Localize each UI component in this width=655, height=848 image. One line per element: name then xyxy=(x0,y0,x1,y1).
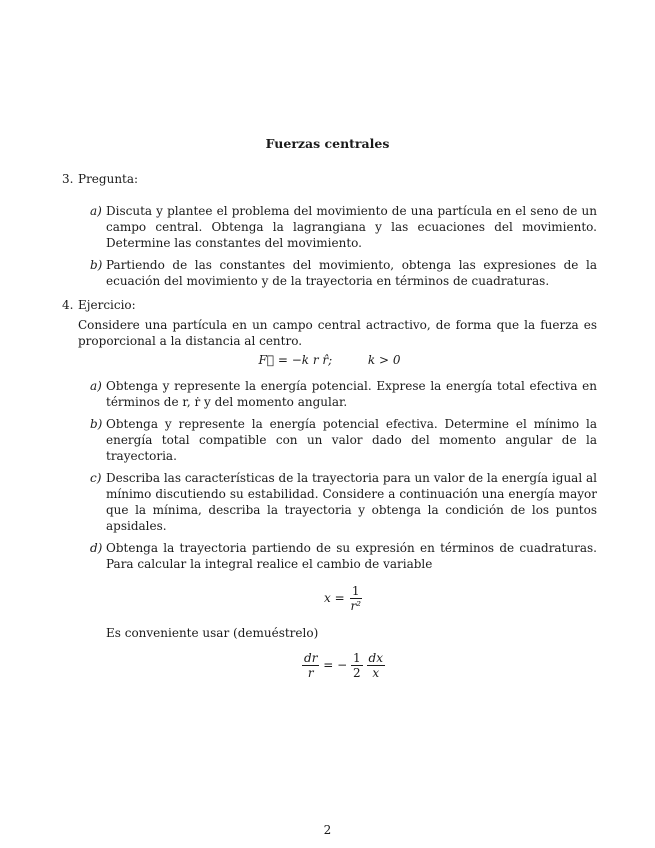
exercise-intro: Considere una partícula en un campo central actractivo, de forma que la fuerza es proporcional a la distancia al centro. xyxy=(78,318,597,348)
page-title: Fuerzas centrales xyxy=(265,136,390,151)
question-number: 3. xyxy=(62,172,74,186)
list-item xyxy=(90,540,597,572)
fraction xyxy=(367,651,385,680)
fraction-numerator: 1 xyxy=(351,584,360,598)
fraction-denominator: 2 xyxy=(353,666,361,680)
item-label: a) xyxy=(90,204,102,218)
question-number: 4. xyxy=(62,298,74,312)
item-text: Describa las características de la trayectoria para un valor de la energía igual al mínimo discutiendo su estabilidad. Considere a continuación una energía mayor que la mínima, describa la trayectoria y obtenga la condición de los puntos apsidales. xyxy=(106,471,597,533)
force-formula xyxy=(62,352,597,368)
item-label: b) xyxy=(90,258,103,272)
page-number: 2 xyxy=(323,823,332,837)
fraction-denominator: x xyxy=(372,666,380,680)
equals-sign: = − xyxy=(323,658,348,672)
fraction-numerator: dr xyxy=(304,651,318,665)
fraction-denominator: r² xyxy=(350,599,361,613)
fraction-denominator: r xyxy=(307,666,314,680)
question-3-items xyxy=(90,203,597,289)
fraction-numerator: dx xyxy=(368,651,383,665)
fraction xyxy=(302,651,319,680)
list-item xyxy=(90,257,597,289)
force-condition: k > 0 xyxy=(367,353,401,367)
item-label: a) xyxy=(90,379,102,393)
fraction-numerator: 1 xyxy=(353,651,361,665)
item-text: Discuta y plantee el problema del movimiento de una partícula en el seno de un campo central. Obtenga la lagrangiana y las ecuaciones del movimiento. Determine las constantes del movimiento. xyxy=(106,204,597,250)
item-label: b) xyxy=(90,417,103,431)
item-label: c) xyxy=(90,471,102,485)
question-3 xyxy=(62,171,597,295)
question-4 xyxy=(62,297,597,692)
list-item xyxy=(90,203,597,251)
item-text: Obtenga y represente la energía potencial. Exprese la energía total efectiva en términos de r, ṙ y del momento angular. xyxy=(106,379,597,409)
question-heading: Pregunta: xyxy=(78,172,139,186)
item-text: Obtenga y represente la energía potencial efectiva. Determine el mínimo la energía total compatible con un valor dado del momento angular de la trayectoria. xyxy=(106,417,597,463)
list-item xyxy=(90,416,597,464)
question-3-header xyxy=(62,171,597,187)
formula-lhs: x = xyxy=(323,591,345,605)
item-label: d) xyxy=(90,541,103,555)
identity-formula xyxy=(90,651,597,680)
list-item xyxy=(90,378,597,410)
item-text: Obtenga la trayectoria partiendo de su expresión en términos de cuadraturas. Para calcular la integral realice el cambio de variable xyxy=(106,541,597,571)
question-4-header xyxy=(62,297,597,313)
fraction xyxy=(348,584,363,613)
force-equation: F⃗ = −k r r̂; xyxy=(258,353,333,367)
change-variable-formula xyxy=(90,584,597,613)
question-heading: Ejercicio: xyxy=(78,298,136,312)
note-text: Es conveniente usar (demuéstrelo) xyxy=(106,626,319,640)
list-item xyxy=(90,470,597,534)
question-4-items xyxy=(90,378,597,680)
item-text: Partiendo de las constantes del movimiento, obtenga las expresiones de la ecuación del movimiento y de la trayectoria en términos de cuadraturas. xyxy=(106,258,597,288)
fraction xyxy=(351,651,363,680)
